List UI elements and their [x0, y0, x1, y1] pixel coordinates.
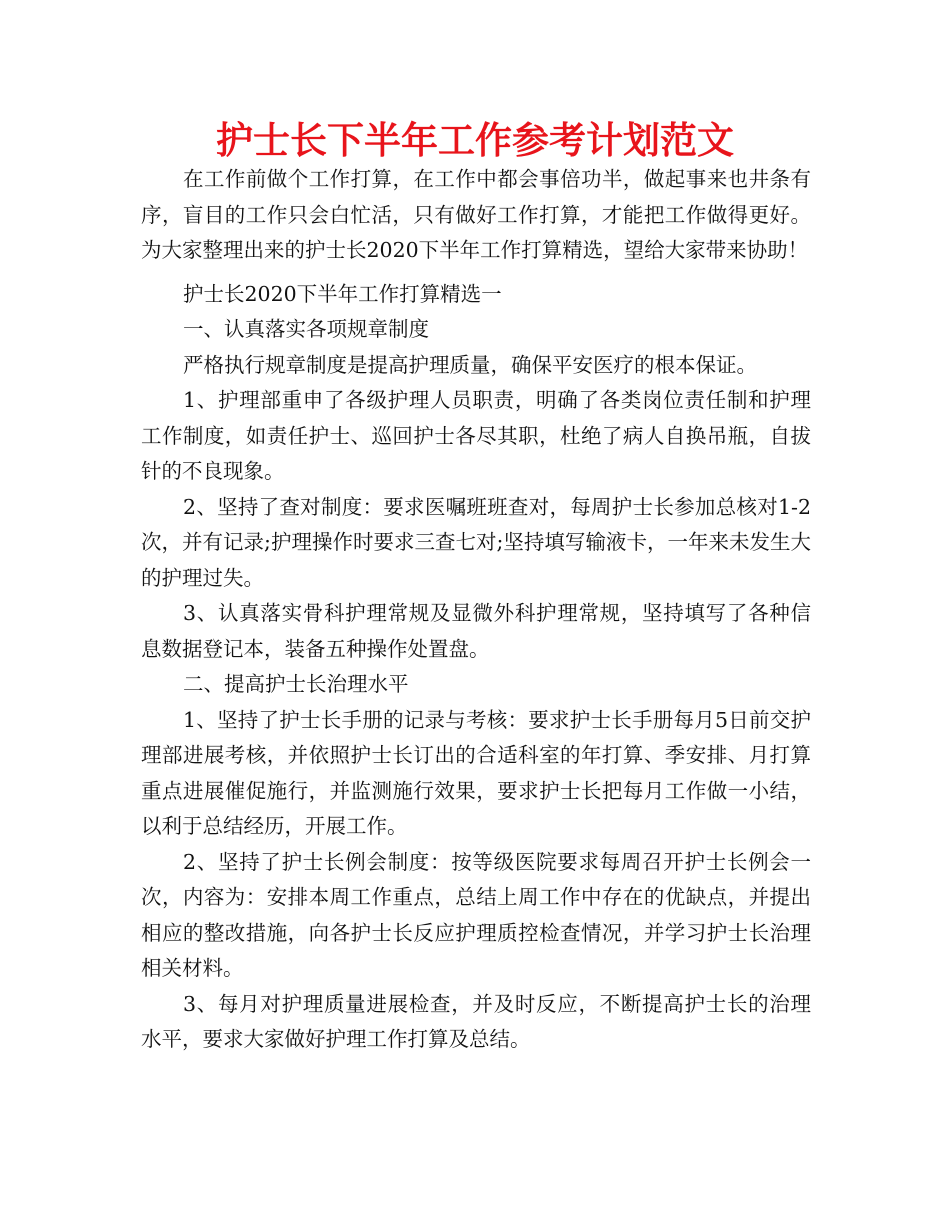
section-heading-2: 二、提高护士长治理水平 [183, 672, 409, 696]
list-item-1-2: 2、坚持了查对制度：要求医嘱班班查对，每周护士长参加总核对1-2次，并有记录;护理操作时要求三查七对;坚持填写输液卡，一年来未发生大的护理过失。 [141, 494, 811, 590]
intro-paragraph: 在工作前做个工作打算，在工作中都会事倍功半，做起事来也井条有序，盲目的工作只会白忙活，只有做好工作打算，才能把工作做得更好。为大家整理出来的护士长2020下半年工作打算精选，望给大家带来协助！ [141, 167, 811, 262]
list-item-2-3: 3、每月对护理质量进展检查，并及时反应，不断提高护士长的治理水平，要求大家做好护理工作打算及总结。 [141, 991, 811, 1051]
list-item-2-2: 2、坚持了护士长例会制度：按等级医院要求每周召开护士长例会一次，内容为：安排本周工作重点，总结上周工作中存在的优缺点，并提出相应的整改措施，向各护士长反应护理质控检查情况，并学习护士长治理相关材料。 [141, 849, 811, 980]
list-item-1-3: 3、认真落实骨科护理常规及显微外科护理常规，坚持填写了各种信息数据登记本，装备五种操作处置盘。 [141, 601, 811, 661]
list-item-1-1: 1、护理部重申了各级护理人员职责，明确了各类岗位责任制和护理工作制度，如责任护士、巡回护士各尽其职，杜绝了病人自换吊瓶，自拔针的不良现象。 [141, 388, 811, 483]
section-heading-1: 一、认真落实各项规章制度 [183, 317, 429, 341]
section-subtitle: 护士长2020下半年工作打算精选一 [183, 281, 502, 306]
document-body [141, 162, 811, 1058]
list-item-2-1: 1、坚持了护士长手册的记录与考核：要求护士长手册每月5日前交护理部进展考核，并依照护士长订出的合适科室的年打算、季安排、月打算重点进展催促施行，并监测施行效果，要求护士长把每月工作做一小结，以利于总结经历，开展工作。 [141, 707, 811, 838]
body-paragraph: 严格执行规章制度是提高护理质量，确保平安医疗的根本保证。 [183, 352, 757, 377]
document-title: 护士长下半年工作参考计划范文 [216, 119, 734, 162]
